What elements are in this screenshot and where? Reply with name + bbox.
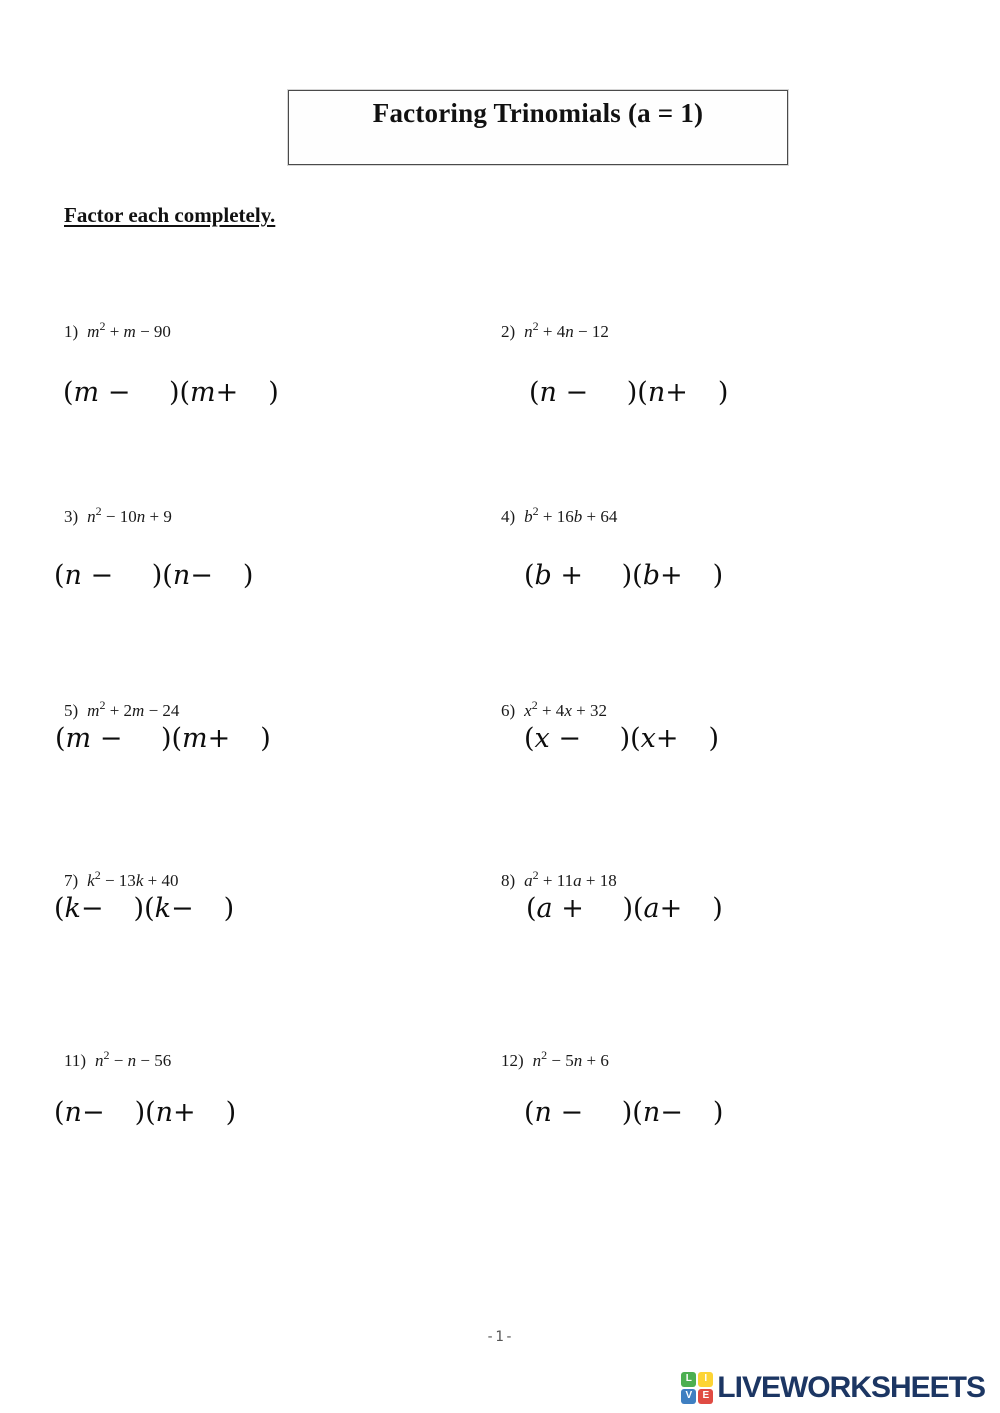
math-text: (	[54, 560, 65, 591]
math-variable: a	[536, 893, 553, 924]
answer-blank[interactable]	[104, 896, 134, 922]
liveworksheets-grid-icon	[681, 1372, 713, 1404]
math-exponent: 2	[532, 868, 539, 882]
math-text: − 24	[144, 701, 180, 720]
math-exponent: 2	[94, 868, 101, 882]
logo-tile-i: I	[698, 1372, 713, 1387]
math-text: − 12	[573, 322, 609, 341]
math-text: (	[524, 560, 535, 591]
math-variable: m	[87, 701, 100, 720]
math-variable: k	[64, 893, 81, 924]
liveworksheets-logo	[681, 1371, 985, 1404]
math-exponent: 2	[95, 504, 102, 518]
math-exponent: 2	[532, 319, 539, 333]
answer-blank[interactable]	[592, 1100, 622, 1126]
math-text: (	[54, 1097, 65, 1128]
math-text: − 90	[135, 322, 171, 341]
math-text: +	[552, 893, 593, 924]
math-text: (	[524, 723, 535, 754]
math-text: − 10	[101, 507, 137, 526]
math-variable: n	[172, 560, 191, 591]
problem-1-expression	[64, 319, 171, 342]
math-text: )	[712, 1097, 724, 1128]
math-text: )	[260, 723, 271, 754]
math-text: −	[109, 1051, 128, 1070]
math-text: +	[660, 560, 683, 591]
math-text: + 4	[538, 322, 566, 341]
answer-blank[interactable]	[592, 563, 622, 589]
answer-blank[interactable]	[590, 726, 620, 752]
problem-number: 12)	[501, 1051, 524, 1070]
math-variable: a	[643, 893, 660, 924]
math-text: )	[223, 893, 235, 924]
math-text: )	[242, 560, 254, 591]
math-text: −	[81, 1097, 105, 1128]
math-text: +	[207, 723, 231, 754]
math-text: (	[529, 377, 540, 408]
math-variable: k	[154, 893, 171, 924]
math-text: + 32	[571, 701, 607, 720]
math-variable: x	[534, 723, 550, 754]
problem-11-expression	[64, 1048, 172, 1071]
math-text: (	[63, 377, 74, 408]
instruction-heading: Factor each completely.	[64, 203, 276, 227]
answer-blank[interactable]	[105, 1100, 135, 1126]
math-variable: m	[132, 701, 145, 720]
math-text: )	[268, 377, 279, 408]
problem-12-answer	[524, 1097, 723, 1128]
answer-blank[interactable]	[194, 896, 224, 922]
math-variable: m	[73, 377, 100, 408]
math-text: −	[190, 560, 213, 591]
logo-tile-e: E	[698, 1389, 713, 1404]
math-text: − 56	[136, 1051, 172, 1070]
answer-blank[interactable]	[682, 896, 712, 922]
math-variable: n	[64, 1097, 82, 1128]
math-variable: m	[87, 322, 100, 341]
problem-number: 8)	[501, 871, 516, 890]
math-variable: x	[640, 723, 656, 754]
problem-8-expression	[501, 868, 617, 891]
math-text: )	[708, 723, 720, 754]
problem-number: 7)	[64, 871, 79, 890]
math-variable: n	[95, 1051, 104, 1070]
answer-blank[interactable]	[122, 563, 152, 589]
problem-7-answer	[54, 893, 234, 924]
math-text: −	[99, 377, 139, 408]
math-text: − 13	[100, 871, 136, 890]
math-text: + 40	[143, 871, 179, 890]
math-text: )(	[626, 377, 648, 408]
math-exponent: 2	[99, 698, 106, 712]
math-text: −	[81, 560, 122, 591]
math-text: )	[712, 560, 724, 591]
problem-number: 5)	[64, 701, 79, 720]
problem-2-answer	[529, 377, 728, 408]
math-variable: n	[647, 377, 666, 408]
math-variable: n	[534, 1097, 552, 1128]
math-variable: m	[65, 723, 92, 754]
math-variable: n	[642, 1097, 661, 1128]
logo-tile-l: L	[681, 1372, 696, 1387]
problem-number: 4)	[501, 507, 516, 526]
math-variable: n	[87, 507, 96, 526]
math-text: −	[660, 1097, 683, 1128]
problem-3-expression	[64, 504, 172, 527]
math-text: +	[215, 377, 239, 408]
problem-12-expression	[501, 1048, 609, 1071]
math-variable: b	[534, 560, 552, 591]
math-variable: n	[539, 377, 557, 408]
math-variable: n	[532, 1051, 542, 1070]
answer-blank[interactable]	[597, 380, 627, 406]
problem-number: 2)	[501, 322, 516, 341]
problem-1-answer	[63, 377, 279, 408]
math-text: −	[549, 723, 590, 754]
logo-text: LIVEWORKSHEETS	[717, 1371, 985, 1404]
math-text: (	[54, 893, 65, 924]
math-variable: n	[136, 507, 146, 526]
math-variable: b	[642, 560, 661, 591]
math-text: + 2	[105, 701, 133, 720]
answer-blank[interactable]	[213, 563, 243, 589]
math-exponent: 2	[532, 504, 539, 518]
problem-6-expression	[501, 698, 607, 721]
answer-blank[interactable]	[683, 563, 713, 589]
answer-blank[interactable]	[592, 896, 622, 922]
math-exponent: 2	[541, 1048, 548, 1062]
problem-6-answer	[524, 723, 719, 754]
math-text: + 4	[537, 701, 565, 720]
math-text: + 11	[538, 871, 574, 890]
math-exponent: 2	[103, 1048, 110, 1062]
logo-tile-v: V	[681, 1389, 696, 1404]
problem-4-expression	[501, 504, 618, 527]
problem-7-expression	[64, 868, 179, 891]
problem-3-answer	[54, 560, 253, 591]
math-text: )(	[622, 893, 644, 924]
math-text: −	[556, 377, 597, 408]
math-exponent: 2	[531, 698, 538, 712]
problem-5-expression	[64, 698, 180, 721]
answer-blank[interactable]	[131, 726, 161, 752]
math-text: )(	[133, 893, 155, 924]
math-text: (	[526, 893, 537, 924]
math-variable: k	[135, 871, 144, 890]
problem-number: 1)	[64, 322, 79, 341]
math-variable: n	[573, 1051, 583, 1070]
math-variable: m	[190, 377, 216, 408]
math-text: )	[225, 1097, 237, 1128]
math-variable: n	[155, 1097, 174, 1128]
math-variable: a	[573, 871, 582, 890]
math-variable: n	[524, 322, 533, 341]
problem-number: 11)	[64, 1051, 87, 1070]
math-variable: n	[64, 560, 82, 591]
math-text: )(	[619, 723, 641, 754]
problem-number: 3)	[64, 507, 79, 526]
answer-blank[interactable]	[196, 1100, 226, 1126]
math-exponent: 2	[99, 319, 106, 333]
answer-blank[interactable]	[688, 380, 718, 406]
math-text: + 6	[582, 1051, 609, 1070]
math-text: −	[171, 893, 194, 924]
problem-8-answer	[526, 893, 723, 924]
math-text: −	[551, 1097, 592, 1128]
problem-2-expression	[501, 319, 609, 342]
answer-blank[interactable]	[139, 380, 169, 406]
problem-number: 6)	[501, 701, 516, 720]
math-text: +	[105, 322, 124, 341]
math-text: + 9	[145, 507, 172, 526]
math-variable: b	[573, 507, 583, 526]
math-text: −	[91, 723, 131, 754]
title-box	[288, 90, 788, 165]
problem-5-answer	[55, 723, 271, 754]
math-text: (	[55, 723, 66, 754]
math-variable: k	[87, 871, 95, 890]
math-text: −	[80, 893, 104, 924]
math-variable: a	[524, 871, 533, 890]
math-text: +	[173, 1097, 196, 1128]
math-text: +	[665, 377, 688, 408]
math-text: + 16	[538, 507, 574, 526]
math-variable: x	[564, 701, 572, 720]
page-number: -1-	[485, 1329, 515, 1345]
page-title: Factoring Trinomials (a = 1)	[372, 98, 704, 128]
math-text: +	[655, 723, 679, 754]
math-text: (	[524, 1097, 535, 1128]
math-variable: x	[524, 701, 532, 720]
math-text: )(	[621, 560, 643, 591]
answer-blank[interactable]	[238, 380, 268, 406]
math-text: )	[717, 377, 729, 408]
math-text: +	[659, 893, 683, 924]
math-text: + 18	[581, 871, 617, 890]
problem-4-answer	[524, 560, 723, 591]
math-text: )(	[160, 723, 183, 754]
answer-blank[interactable]	[230, 726, 260, 752]
math-text: )(	[151, 560, 173, 591]
math-variable: m	[182, 723, 208, 754]
answer-blank[interactable]	[683, 1100, 713, 1126]
answer-blank[interactable]	[679, 726, 709, 752]
math-text: − 5	[547, 1051, 574, 1070]
math-variable: n	[127, 1051, 137, 1070]
problem-11-answer	[54, 1097, 236, 1128]
math-text: )	[712, 893, 723, 924]
math-variable: n	[565, 322, 574, 341]
math-variable: b	[524, 507, 533, 526]
math-text: )(	[134, 1097, 156, 1128]
math-variable: m	[123, 322, 136, 341]
math-text: )(	[621, 1097, 643, 1128]
math-text: +	[551, 560, 592, 591]
math-text: + 64	[582, 507, 618, 526]
math-text: )(	[168, 377, 191, 408]
